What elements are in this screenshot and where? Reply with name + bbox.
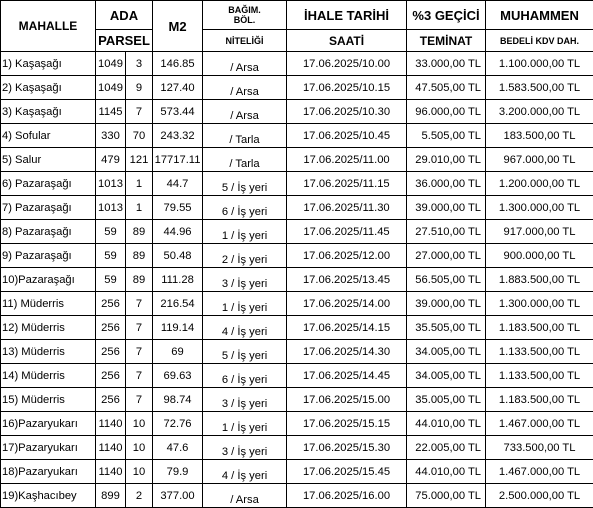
cell-ihale-tarihi: 17.06.2025/14.00	[287, 292, 407, 316]
cell-parsel: 121	[126, 148, 153, 172]
cell-teminat: 75.000,00 TL	[407, 484, 486, 508]
cell-ada: 1140	[96, 412, 126, 436]
cell-nitelik: 1 / İş yeri	[203, 292, 287, 316]
cell-ihale-tarihi: 17.06.2025/10.00	[287, 52, 407, 76]
cell-m2: 111.28	[153, 268, 203, 292]
table-row	[1, 412, 593, 436]
cell-teminat: 22.005,00 TL	[407, 436, 486, 460]
cell-mahalle: 16)Pazaryukarı	[1, 412, 96, 436]
cell-ada: 479	[96, 148, 126, 172]
cell-ada: 330	[96, 124, 126, 148]
cell-parsel: 70	[126, 124, 153, 148]
cell-parsel: 9	[126, 76, 153, 100]
cell-mahalle: 13) Müderris	[1, 340, 96, 364]
cell-muhammen-bedel: 1.100.000,00 TL	[486, 52, 593, 76]
cell-nitelik: 4 / İş yeri	[203, 460, 287, 484]
cell-ihale-tarihi: 17.06.2025/14.30	[287, 340, 407, 364]
table-row	[1, 316, 593, 340]
cell-muhammen-bedel: 1.467.000,00 TL	[486, 460, 593, 484]
cell-mahalle: 7) Pazaraşağı	[1, 196, 96, 220]
header-row-1	[1, 1, 593, 30]
cell-m2: 79.55	[153, 196, 203, 220]
cell-nitelik: 1 / İş yeri	[203, 220, 287, 244]
cell-ihale-tarihi: 17.06.2025/10.45	[287, 124, 407, 148]
cell-parsel: 89	[126, 220, 153, 244]
cell-mahalle: 9) Pazaraşağı	[1, 244, 96, 268]
cell-mahalle: 12) Müderris	[1, 316, 96, 340]
cell-mahalle: 15) Müderris	[1, 388, 96, 412]
cell-teminat: 36.000,00 TL	[407, 172, 486, 196]
cell-muhammen-bedel: 1.300.000,00 TL	[486, 196, 593, 220]
table-row	[1, 388, 593, 412]
bagim-label: BAĞIM.	[203, 5, 286, 15]
cell-ada: 1145	[96, 100, 126, 124]
cell-ihale-tarihi: 17.06.2025/10.30	[287, 100, 407, 124]
cell-ihale-tarihi: 17.06.2025/16.00	[287, 484, 407, 508]
bol-label: BÖL.	[203, 15, 286, 25]
cell-muhammen-bedel: 1.467.000,00 TL	[486, 412, 593, 436]
cell-ihale-tarihi: 17.06.2025/11.45	[287, 220, 407, 244]
table-row	[1, 484, 593, 508]
cell-m2: 47.6	[153, 436, 203, 460]
cell-teminat: 27.000,00 TL	[407, 244, 486, 268]
cell-muhammen-bedel: 1.183.500,00 TL	[486, 316, 593, 340]
cell-mahalle: 17)Pazaryukarı	[1, 436, 96, 460]
table-row	[1, 124, 593, 148]
cell-nitelik: 3 / İş yeri	[203, 268, 287, 292]
col-bedeli-header: BEDELİ KDV DAH.	[486, 30, 593, 52]
cell-ada: 1049	[96, 52, 126, 76]
table-row	[1, 52, 593, 76]
cell-m2: 69.63	[153, 364, 203, 388]
cell-muhammen-bedel: 900.000,00 TL	[486, 244, 593, 268]
cell-muhammen-bedel: 967.000,00 TL	[486, 148, 593, 172]
cell-ada: 256	[96, 388, 126, 412]
cell-mahalle: 2) Kaşaşağı	[1, 76, 96, 100]
col-parsel-header: PARSEL	[96, 30, 153, 52]
cell-ihale-tarihi: 17.06.2025/12.00	[287, 244, 407, 268]
cell-nitelik: 3 / İş yeri	[203, 388, 287, 412]
cell-muhammen-bedel: 1.183.500,00 TL	[486, 388, 593, 412]
cell-nitelik: / Arsa	[203, 52, 287, 76]
cell-m2: 44.96	[153, 220, 203, 244]
table-row	[1, 364, 593, 388]
cell-parsel: 7	[126, 364, 153, 388]
cell-muhammen-bedel: 1.883.500,00 TL	[486, 268, 593, 292]
cell-muhammen-bedel: 917.000,00 TL	[486, 220, 593, 244]
cell-ada: 59	[96, 220, 126, 244]
cell-m2: 216.54	[153, 292, 203, 316]
table-row	[1, 244, 593, 268]
cell-mahalle: 10)Pazaraşağı	[1, 268, 96, 292]
cell-nitelik: / Arsa	[203, 484, 287, 508]
table-row	[1, 340, 593, 364]
cell-muhammen-bedel: 3.200.000,00 TL	[486, 100, 593, 124]
cell-parsel: 7	[126, 340, 153, 364]
cell-m2: 72.76	[153, 412, 203, 436]
cell-ada: 256	[96, 364, 126, 388]
cell-ada: 256	[96, 292, 126, 316]
cell-parsel: 7	[126, 388, 153, 412]
cell-ada: 59	[96, 244, 126, 268]
table-row	[1, 436, 593, 460]
cell-nitelik: / Arsa	[203, 76, 287, 100]
cell-m2: 79.9	[153, 460, 203, 484]
cell-mahalle: 5) Salur	[1, 148, 96, 172]
cell-ada: 1013	[96, 172, 126, 196]
cell-nitelik: 2 / İş yeri	[203, 244, 287, 268]
cell-ada: 1140	[96, 460, 126, 484]
cell-nitelik: / Tarla	[203, 148, 287, 172]
cell-ada: 59	[96, 268, 126, 292]
cell-ihale-tarihi: 17.06.2025/15.00	[287, 388, 407, 412]
cell-muhammen-bedel: 1.300.000,00 TL	[486, 292, 593, 316]
cell-ihale-tarihi: 17.06.2025/13.45	[287, 268, 407, 292]
cell-parsel: 89	[126, 244, 153, 268]
cell-nitelik: 6 / İş yeri	[203, 196, 287, 220]
col-mahalle-header: MAHALLE	[1, 1, 96, 52]
cell-parsel: 10	[126, 436, 153, 460]
cell-mahalle: 19)Kaşhacıbey	[1, 484, 96, 508]
cell-ada: 256	[96, 316, 126, 340]
cell-teminat: 27.510,00 TL	[407, 220, 486, 244]
table-row	[1, 76, 593, 100]
cell-nitelik: / Arsa	[203, 100, 287, 124]
cell-ada: 1140	[96, 436, 126, 460]
col-teminat-header: TEMİNAT	[407, 30, 486, 52]
cell-ada: 1013	[96, 196, 126, 220]
table-row	[1, 100, 593, 124]
cell-mahalle: 4) Sofular	[1, 124, 96, 148]
col-bagim-header	[203, 1, 287, 30]
cell-parsel: 89	[126, 268, 153, 292]
cell-teminat: 33.000,00 TL	[407, 52, 486, 76]
cell-parsel: 7	[126, 100, 153, 124]
cell-ada: 1049	[96, 76, 126, 100]
cell-m2: 50.48	[153, 244, 203, 268]
cell-nitelik: 6 / İş yeri	[203, 364, 287, 388]
cell-parsel: 7	[126, 316, 153, 340]
cell-mahalle: 1) Kaşaşağı	[1, 52, 96, 76]
cell-teminat: 5.505,00 TL	[407, 124, 486, 148]
cell-m2: 17717.11	[153, 148, 203, 172]
cell-teminat: 34.005,00 TL	[407, 364, 486, 388]
col-m2-header: M2	[153, 1, 203, 52]
cell-parsel: 1	[126, 196, 153, 220]
cell-ada: 899	[96, 484, 126, 508]
cell-ihale-tarihi: 17.06.2025/15.15	[287, 412, 407, 436]
col-gecici-header: %3 GEÇİCİ	[407, 1, 486, 30]
cell-ihale-tarihi: 17.06.2025/11.00	[287, 148, 407, 172]
cell-m2: 377.00	[153, 484, 203, 508]
cell-teminat: 29.010,00 TL	[407, 148, 486, 172]
cell-m2: 243.32	[153, 124, 203, 148]
cell-mahalle: 11) Müderris	[1, 292, 96, 316]
cell-m2: 119.14	[153, 316, 203, 340]
cell-m2: 146.85	[153, 52, 203, 76]
col-ada-header: ADA	[96, 1, 153, 30]
cell-ihale-tarihi: 17.06.2025/11.15	[287, 172, 407, 196]
cell-ihale-tarihi: 17.06.2025/15.30	[287, 436, 407, 460]
cell-nitelik: 1 / İş yeri	[203, 412, 287, 436]
table-row	[1, 220, 593, 244]
cell-parsel: 10	[126, 412, 153, 436]
cell-nitelik: 5 / İş yeri	[203, 172, 287, 196]
table-row	[1, 172, 593, 196]
cell-nitelik: 3 / İş yeri	[203, 436, 287, 460]
cell-teminat: 39.000,00 TL	[407, 292, 486, 316]
cell-m2: 127.40	[153, 76, 203, 100]
table-row	[1, 148, 593, 172]
cell-m2: 98.74	[153, 388, 203, 412]
cell-mahalle: 8) Pazaraşağı	[1, 220, 96, 244]
cell-m2: 44.7	[153, 172, 203, 196]
cell-muhammen-bedel: 1.133.500,00 TL	[486, 364, 593, 388]
table-row	[1, 292, 593, 316]
cell-parsel: 10	[126, 460, 153, 484]
cell-teminat: 47.505,00 TL	[407, 76, 486, 100]
cell-muhammen-bedel: 1.583.500,00 TL	[486, 76, 593, 100]
cell-nitelik: 5 / İş yeri	[203, 340, 287, 364]
cell-muhammen-bedel: 733.500,00 TL	[486, 436, 593, 460]
cell-mahalle: 18)Pazaryukarı	[1, 460, 96, 484]
cell-parsel: 3	[126, 52, 153, 76]
cell-nitelik: 4 / İş yeri	[203, 316, 287, 340]
cell-ihale-tarihi: 17.06.2025/14.45	[287, 364, 407, 388]
cell-teminat: 44.010,00 TL	[407, 412, 486, 436]
cell-teminat: 35.005,00 TL	[407, 388, 486, 412]
table-row	[1, 268, 593, 292]
cell-mahalle: 3) Kaşaşağı	[1, 100, 96, 124]
cell-teminat: 39.000,00 TL	[407, 196, 486, 220]
cell-mahalle: 14) Müderris	[1, 364, 96, 388]
cell-ihale-tarihi: 17.06.2025/11.30	[287, 196, 407, 220]
table-row	[1, 460, 593, 484]
cell-mahalle: 6) Pazaraşağı	[1, 172, 96, 196]
cell-teminat: 34.005,00 TL	[407, 340, 486, 364]
cell-ihale-tarihi: 17.06.2025/15.45	[287, 460, 407, 484]
cell-muhammen-bedel: 2.500.000,00 TL	[486, 484, 593, 508]
cell-ada: 256	[96, 340, 126, 364]
table-row	[1, 196, 593, 220]
cell-muhammen-bedel: 183.500,00 TL	[486, 124, 593, 148]
cell-muhammen-bedel: 1.133.500,00 TL	[486, 340, 593, 364]
cell-ihale-tarihi: 17.06.2025/14.15	[287, 316, 407, 340]
cell-m2: 69	[153, 340, 203, 364]
col-niteligi-header: NİTELİĞİ	[203, 30, 287, 52]
cell-parsel: 2	[126, 484, 153, 508]
cell-nitelik: / Tarla	[203, 124, 287, 148]
cell-m2: 573.44	[153, 100, 203, 124]
col-saati-header: SAATİ	[287, 30, 407, 52]
cell-teminat: 35.505,00 TL	[407, 316, 486, 340]
cell-ihale-tarihi: 17.06.2025/10.15	[287, 76, 407, 100]
cell-teminat: 56.505,00 TL	[407, 268, 486, 292]
col-muhammen-header: MUHAMMEN	[486, 1, 593, 30]
cell-muhammen-bedel: 1.200.000,00 TL	[486, 172, 593, 196]
cell-parsel: 7	[126, 292, 153, 316]
cell-teminat: 44.010,00 TL	[407, 460, 486, 484]
cell-teminat: 96.000,00 TL	[407, 100, 486, 124]
cell-parsel: 1	[126, 172, 153, 196]
col-ihale-tarihi-header: İHALE TARİHİ	[287, 1, 407, 30]
